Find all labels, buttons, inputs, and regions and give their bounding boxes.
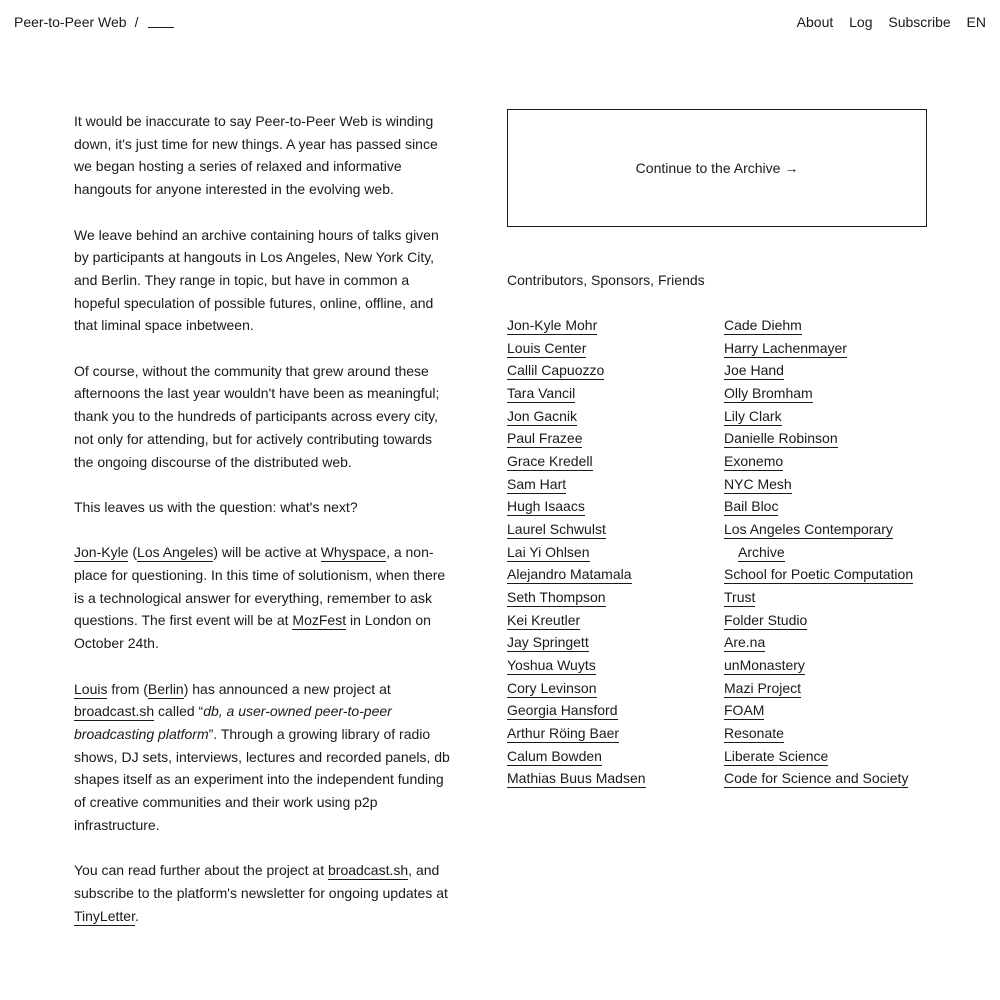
contributor-name: Arthur Röing Baer <box>507 725 620 742</box>
contributor-name: Hugh Isaacs <box>507 498 585 515</box>
contributor-name: unMonastery <box>724 657 805 674</box>
contributor-name: FOAM <box>724 702 765 719</box>
contributor-link[interactable] <box>507 699 707 722</box>
contributor-name: Kei Kreutler <box>507 611 581 628</box>
archive-button-label: Continue to the Archive → <box>635 160 799 176</box>
contributor-name: Joe Hand <box>724 362 784 379</box>
whyspace-link[interactable]: Whyspace <box>320 544 387 561</box>
contributor-link[interactable] <box>507 745 707 768</box>
intro-paragraph-3: Of course, without the community that grew around these afternoons the last year wouldn't have been as meaningful; thank you to the hundreds of participants across every city, not only for attending, but for actively contributing towards the ongoing discourse of the distributed web. <box>74 362 440 470</box>
contributor-link[interactable] <box>507 518 707 541</box>
berlin-link[interactable]: Berlin <box>147 680 184 697</box>
contributor-link[interactable] <box>507 767 707 790</box>
intro-paragraph-2: We leave behind an archive containing hours of talks given by participants at hangouts in Los Angeles, New York City, and Berlin. They range in topic, but have in common a hopeful speculation of possible futures, online, offline, and that liminal space inbetween. <box>74 226 439 334</box>
contributor-name: Harry Lachenmayer <box>724 339 847 356</box>
breadcrumb-separator: / <box>134 14 139 30</box>
contributor-link[interactable] <box>724 359 934 382</box>
text-span: , a non-place for questioning. In this time of solutionism, when there is a technological answer for everything, remember to ask questions. The first event will be at <box>74 544 446 629</box>
contributor-link[interactable] <box>507 382 707 405</box>
contributor-name: Seth Thompson <box>507 589 606 606</box>
contributor-link[interactable] <box>507 450 707 473</box>
contributor-name: Are.na <box>724 634 766 651</box>
nav-log-link[interactable]: Log <box>849 14 873 30</box>
contributor-link[interactable] <box>507 359 707 382</box>
top-nav <box>785 12 986 32</box>
contributor-name: Code for Science and Society <box>724 770 909 787</box>
contributor-name: Liberate Science <box>724 747 829 764</box>
contributor-link[interactable] <box>507 314 707 337</box>
contributor-name: Los Angeles Contemporary <box>724 521 893 538</box>
contributors-column-1 <box>507 314 707 790</box>
intro-paragraph-1: It would be inaccurate to say Peer-to-Peer Web is winding down, it's just time for new things. A year has passed since we began hosting a series of relaxed and informative hangouts for anyone interested in the evolving web. <box>74 113 438 198</box>
intro-paragraph-7 <box>74 859 450 927</box>
contributor-link[interactable] <box>507 495 707 518</box>
contributor-name: Laurel Schwulst <box>507 521 606 538</box>
top-header <box>14 12 986 32</box>
text-span: from ( <box>107 680 148 697</box>
text-span: , and subscribe to the platform's newsletter for ongoing updates at <box>74 862 448 901</box>
contributor-name: Callil Capuozzo <box>507 362 605 379</box>
contributor-name: Grace Kredell <box>507 453 593 470</box>
contributor-link[interactable] <box>724 654 934 677</box>
contributor-link[interactable] <box>507 405 707 428</box>
contributor-link[interactable] <box>507 631 707 654</box>
text-span: ”. Through a growing library of radio shows, DJ sets, interviews, lectures and recorded panels, db shapes itself as an experiment into the independent funding of creative communities and their work using p2p infrastructure. <box>74 725 450 833</box>
contributor-name: Danielle Robinson <box>724 430 838 447</box>
intro-paragraph-4: This leaves us with the question: what's next? <box>74 498 358 515</box>
contributor-link[interactable] <box>507 609 707 632</box>
contributor-name: NYC Mesh <box>724 475 792 492</box>
text-span: called “ <box>154 703 204 720</box>
contributor-name: Trust <box>724 589 756 606</box>
contributor-link[interactable] <box>724 586 934 609</box>
contributor-link[interactable] <box>724 563 934 586</box>
contributor-link[interactable] <box>724 473 934 496</box>
contributor-link[interactable] <box>507 722 707 745</box>
text-span: ) has announced a new project at <box>183 680 391 697</box>
contributor-link[interactable] <box>724 427 934 450</box>
contributor-link[interactable] <box>724 699 934 722</box>
los-angeles-link[interactable]: Los Angeles <box>137 544 214 561</box>
contributors-column-2 <box>724 314 934 790</box>
contributor-name: School for Poetic Computation <box>724 566 914 583</box>
contributor-name: Lily Clark <box>724 407 782 424</box>
contributor-name: Tara Vancil <box>507 385 576 402</box>
louis-link[interactable]: Louis <box>74 680 108 697</box>
contributor-link[interactable] <box>507 677 707 700</box>
intro-text <box>74 110 450 950</box>
contributor-link[interactable] <box>724 722 934 745</box>
contributor-link[interactable] <box>724 405 934 428</box>
contributor-link[interactable] <box>724 337 934 360</box>
contributor-link[interactable] <box>724 450 934 473</box>
intro-paragraph-6 <box>74 678 450 837</box>
contributor-link[interactable] <box>724 314 934 337</box>
nav-about-link[interactable]: About <box>796 14 834 30</box>
contributor-link[interactable] <box>507 541 707 564</box>
contributor-name: Sam Hart <box>507 475 567 492</box>
broadcast-sh-link[interactable]: broadcast.sh <box>74 703 155 720</box>
db-tagline: db, a user-owned peer-to-peer broadcasting platform <box>74 703 392 742</box>
contributor-link[interactable] <box>507 473 707 496</box>
contributor-link[interactable] <box>724 609 934 632</box>
site-brand-link[interactable]: Peer-to-Peer Web <box>14 14 127 30</box>
contributor-name: Jon-Kyle Mohr <box>507 317 598 333</box>
contributor-link[interactable] <box>507 563 707 586</box>
contributor-name: Olly Bromham <box>724 385 813 402</box>
contributor-name: Lai Yi Ohlsen <box>507 543 590 560</box>
contributor-name: Folder Studio <box>724 611 808 628</box>
contributor-name: Louis Center <box>507 339 587 356</box>
intro-paragraph-5 <box>74 541 450 655</box>
text-span: ) will be active at <box>213 544 321 561</box>
broadcast-sh-link-2[interactable]: broadcast.sh <box>328 862 409 879</box>
contributor-name: Bail Bloc <box>724 498 779 515</box>
contributor-name: Cade Diehm <box>724 317 802 333</box>
contributor-name: Jon Gacnik <box>507 407 578 424</box>
nav-language-link[interactable]: EN <box>966 14 986 30</box>
contributor-name: Resonate <box>724 725 784 742</box>
contributor-name: Mathias Buus Madsen <box>507 770 646 787</box>
contributors-heading: Contributors, Sponsors, Friends <box>507 272 705 288</box>
contributor-name: Paul Frazee <box>507 430 583 447</box>
contributor-name: Archive <box>738 543 785 560</box>
contributor-link[interactable] <box>507 654 707 677</box>
contributor-name: Exonemo <box>724 453 784 470</box>
continue-to-archive-button[interactable] <box>507 109 927 227</box>
contributor-link[interactable] <box>507 586 707 609</box>
contributor-link[interactable] <box>724 541 934 564</box>
contributor-name: Calum Bowden <box>507 747 602 764</box>
text-span: ( <box>128 544 138 561</box>
contributor-name: Yoshua Wuyts <box>507 657 596 674</box>
contributor-name: Mazi Project <box>724 679 802 696</box>
contributor-link[interactable] <box>724 631 934 654</box>
contributor-name: Jay Springett <box>507 634 589 651</box>
contributor-link[interactable] <box>724 677 934 700</box>
contributor-link[interactable] <box>507 427 707 450</box>
contributor-name: Georgia Hansford <box>507 702 618 719</box>
contributor-link[interactable] <box>507 337 707 360</box>
text-span: in London on October 24th. <box>74 612 431 652</box>
text-span: You can read further about the project at <box>74 862 328 879</box>
breadcrumb-blank-placeholder <box>148 13 174 28</box>
breadcrumb <box>14 12 174 32</box>
contributor-name: Alejandro Matamala <box>507 566 632 583</box>
contributor-name: Cory Levinson <box>507 679 597 696</box>
tinyletter-link[interactable]: TinyLetter <box>74 907 135 924</box>
contributor-link[interactable] <box>724 495 934 518</box>
contributor-link[interactable] <box>724 767 934 790</box>
jon-kyle-link[interactable]: Jon-Kyle <box>74 544 129 561</box>
text-span: . <box>134 907 139 924</box>
nav-subscribe-link[interactable]: Subscribe <box>888 14 951 30</box>
contributor-link[interactable] <box>724 518 934 541</box>
contributor-link[interactable] <box>724 745 934 768</box>
mozfest-link[interactable]: MozFest <box>292 612 347 629</box>
contributor-link[interactable] <box>724 382 934 405</box>
